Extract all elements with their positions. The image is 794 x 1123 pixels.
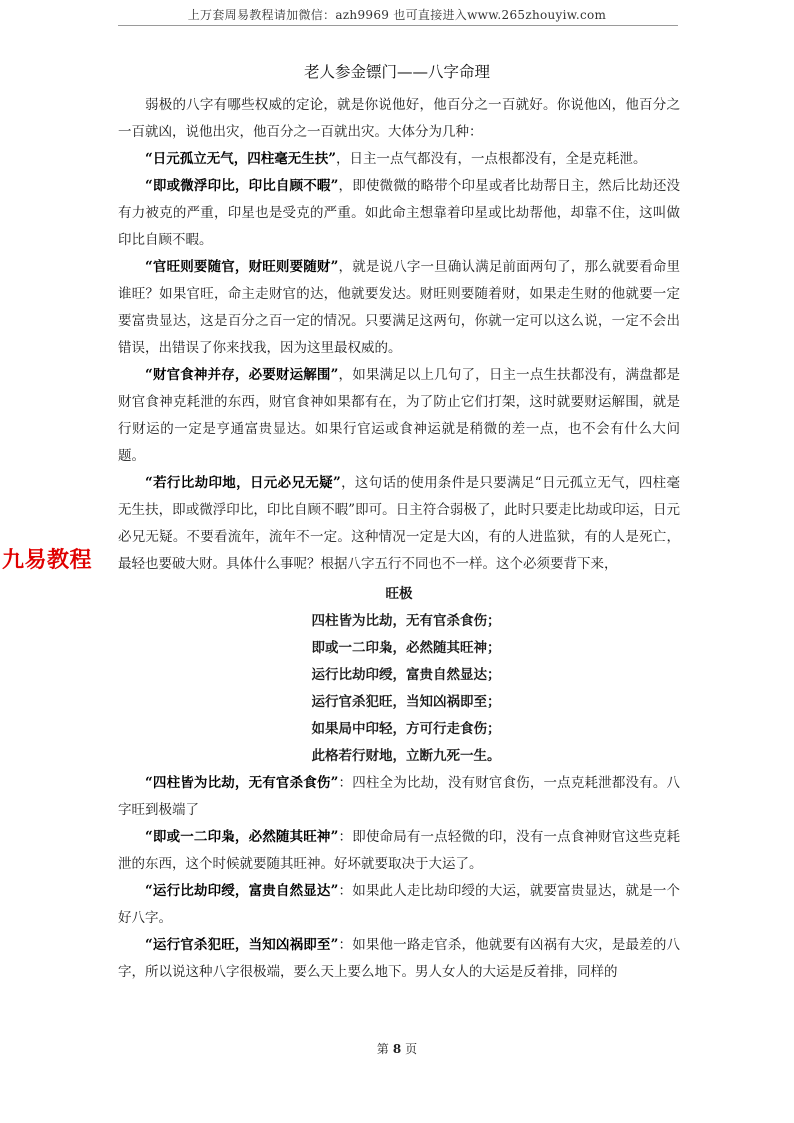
paragraph: “官旺则要随官，财旺则要随财”，就是说八字一旦确认满足前面两句了，那么就要看命里谁旺？如果官旺，命主走财官的达，他就要发达。财旺则要随着财，如果走生财的他就要一定要富贵显达，这是百分之百一定的情况。只要满足这两句，你就一定可以这么说，一定不会出错误，出错误了你来找我，因为这里最权威的。 <box>118 259 681 356</box>
page-header: 上万套周易教程请加微信：azh9969 也可直接进入www.265zhouyiw.com <box>187 8 607 22</box>
page-number-suffix: 页 <box>405 1042 418 1056</box>
page-footer <box>0 1040 794 1057</box>
verse-line: 四柱皆为比劫，无有官杀食伤； <box>311 613 501 629</box>
paragraph: “即或微浮印比，印比自顾不暇”，即使微微的略带个印星或者比劫帮日主，然后比劫还没有力被克的严重，印星也是受克的严重。如此命主想靠着印星或比劫帮他，却靠不住，这叫做印比自顾不暇。 <box>118 178 681 248</box>
paragraph: “日元孤立无气，四柱毫无生扶”，日主一点气都没有，一点根都没有，全是克耗泄。 <box>145 151 647 167</box>
header-rule <box>118 25 678 26</box>
page-number: 8 <box>392 1042 402 1056</box>
watermark-stamp: 九易教程 <box>2 548 93 573</box>
verse-line: 运行比劫印绶，富贵自然显达； <box>311 667 501 683</box>
paragraph: “运行官杀犯旺，当知凶祸即至”：如果他一路走官杀，他就要有凶祸有大灾，是最差的八字，所以说这种八字很极端，要么天上要么地下。男人女人的大运是反着排，同样的 <box>118 937 681 980</box>
paragraph: “若行比劫印地，日元必兄无疑”，这句话的使用条件是只要满足“日元孤立无气，四柱毫无生扶，即或微浮印比，印比自顾不暇”即可。日主符合弱极了，此时只要走比劫或印运，日元必兄无疑。不要看流年，流年不一定。这种情况一定是大凶，有的人进监狱，有的人是死亡，最轻也要破大财。具体什么事呢？根据八字五行不同也不一样。这个必须要背下来， <box>118 475 681 572</box>
paragraph: “财官食神并存，必要财运解围”，如果满足以上几句了，日主一点生扶都没有，满盘都是财官食神克耗泄的东西，财官食神如果都有在，为了防止它们打架，这时就要财运解围，就是行财运的一定是亨通富贵显达。如果行官运或食神运就是稍微的差一点，也不会有什么大问题。 <box>118 367 681 464</box>
verse-line: 此格若行财地，立断九死一生。 <box>311 748 501 764</box>
verse-line: 即或一二印枭，必然随其旺神； <box>311 640 501 656</box>
verse-line: 如果局中印轻，方可行走食伤； <box>311 721 501 737</box>
document-title: 老人参金镖门——八字命理 <box>303 63 490 81</box>
paragraph: 弱极的八字有哪些权威的定论，就是你说他好，他百分之一百就好。你说他凶，他百分之一百就凶，说他出灾，他百分之一百就出灾。大体分为几种： <box>118 97 680 140</box>
paragraph: “即或一二印枭，必然随其旺神”：即使命局有一点轻微的印，没有一点食神财官这些克耗泄的东西，这个时候就要随其旺神。好坏就要取决于大运了。 <box>118 829 681 872</box>
verse-line: 运行官杀犯旺，当知凶祸即至； <box>311 694 501 710</box>
page-number-prefix: 第 <box>376 1042 389 1056</box>
document-body <box>118 92 680 986</box>
paragraph: “四柱皆为比劫，无有官杀食伤”：四柱全为比劫，没有财官食伤，一点克耗泄都没有。八字旺到极端了 <box>118 775 681 818</box>
verse-block <box>118 581 680 770</box>
verse-heading: 旺极 <box>385 586 413 602</box>
paragraph: “运行比劫印绶，富贵自然显达”：如果此人走比劫印绶的大运，就要富贵显达，就是一个好八字。 <box>118 883 681 926</box>
